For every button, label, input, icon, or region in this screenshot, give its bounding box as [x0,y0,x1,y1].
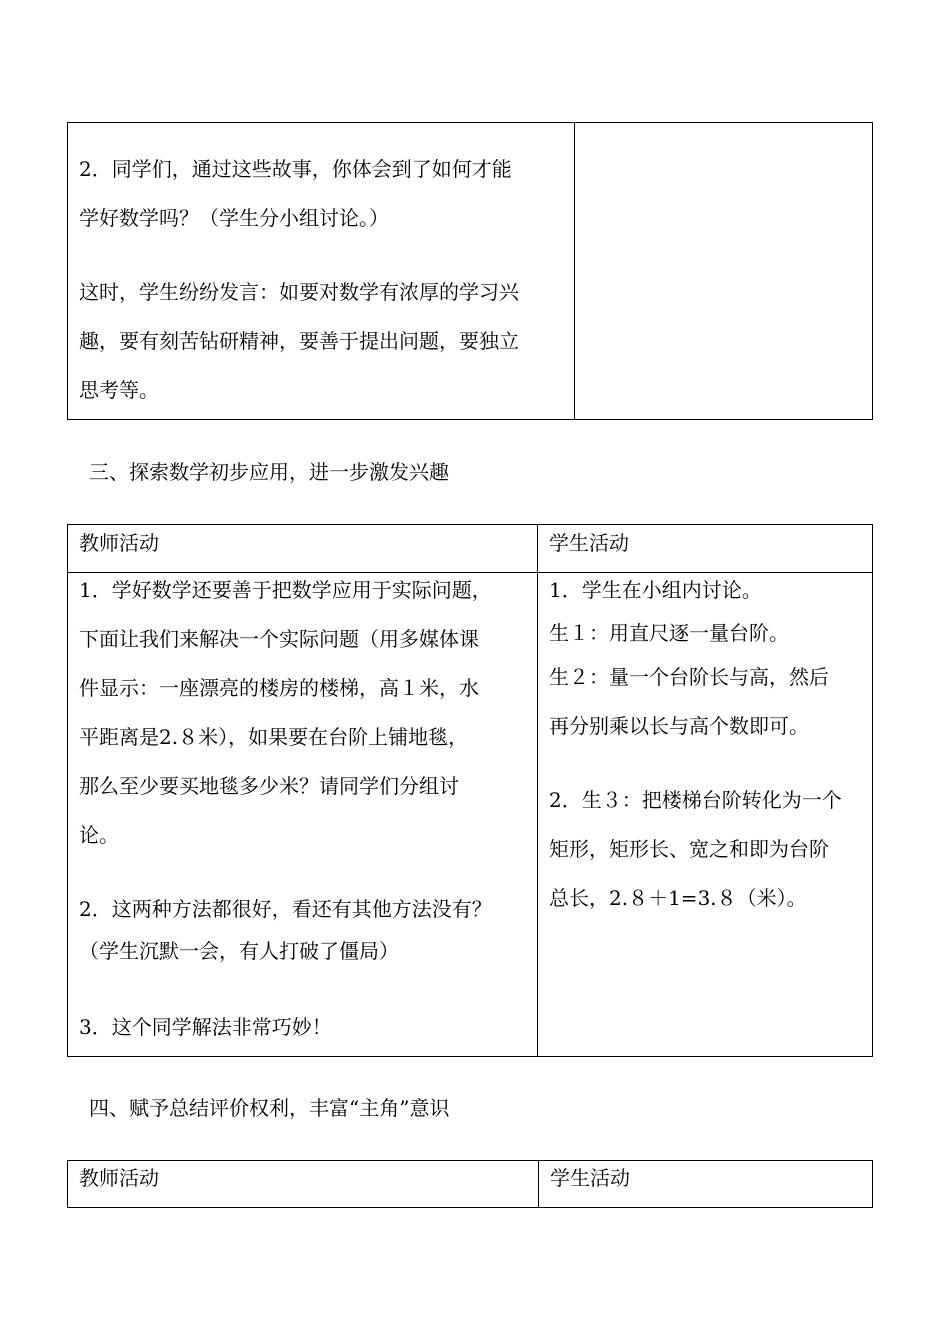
paragraph-line: 这时，学生纷纷发言：如要对数学有浓厚的学习兴 [79,280,519,304]
table-1-left-cell [68,123,574,419]
teacher-line: （学生沉默一会，有人打破了僵局） [79,939,399,963]
student-line: 再分别乘以长与高个数即可。 [549,714,809,738]
section-heading-3: 三、探索数学初步应用，进一步激发兴趣 [89,460,449,484]
section-heading-4: 四、赋予总结评价权利，丰富“主角”意识 [89,1096,450,1120]
student-line: 2．生３：把楼梯台阶转化为一个 [549,788,842,812]
paragraph-line: 学好数学吗？（学生分小组讨论。） [79,206,389,230]
student-line: 生１：用直尺逐一量台阶。 [549,621,789,645]
table-1 [67,122,873,420]
student-line: 生２：量一个台阶长与高，然后 [549,665,829,689]
teacher-line: 平距离是2.８米），如果要在台阶上铺地毯， [79,725,469,749]
student-activity-header: 学生活动 [549,531,629,555]
teacher-line: 3．这个同学解法非常巧妙！ [79,1015,332,1039]
paragraph-line: 思考等。 [79,378,159,402]
student-line: 总长，2.８＋1=3.８（米）。 [549,886,807,910]
table-1-right-cell [575,123,872,419]
teacher-line: 件显示：一座漂亮的楼房的楼梯，高１米，水 [79,676,479,700]
teacher-line: 论。 [79,823,119,847]
table-2-divider [537,525,538,1056]
teacher-line: 下面让我们来解决一个实际问题（用多媒体课 [79,627,479,651]
teacher-activity-header: 教师活动 [79,531,159,555]
teacher-line: 1．学好数学还要善于把数学应用于实际问题， [79,578,492,602]
teacher-activity-header: 教师活动 [79,1166,159,1190]
table-2 [67,524,873,1057]
teacher-line: 2．这两种方法都很好，看还有其他方法没有？ [79,897,492,921]
student-line: 矩形，矩形长、宽之和即为台阶 [549,837,829,861]
paragraph-line: 趣，要有刻苦钻研精神，要善于提出问题，要独立 [79,329,519,353]
teacher-line: 那么至少要买地毯多少米？请同学们分组讨 [79,774,459,798]
table-3 [67,1160,873,1208]
student-line: 1．学生在小组内讨论。 [549,578,762,602]
table-2-header-divider [68,572,872,573]
student-activity-header: 学生活动 [550,1166,630,1190]
paragraph-line: 2．同学们，通过这些故事，你体会到了如何才能 [79,157,512,181]
table-3-divider [538,1161,539,1207]
